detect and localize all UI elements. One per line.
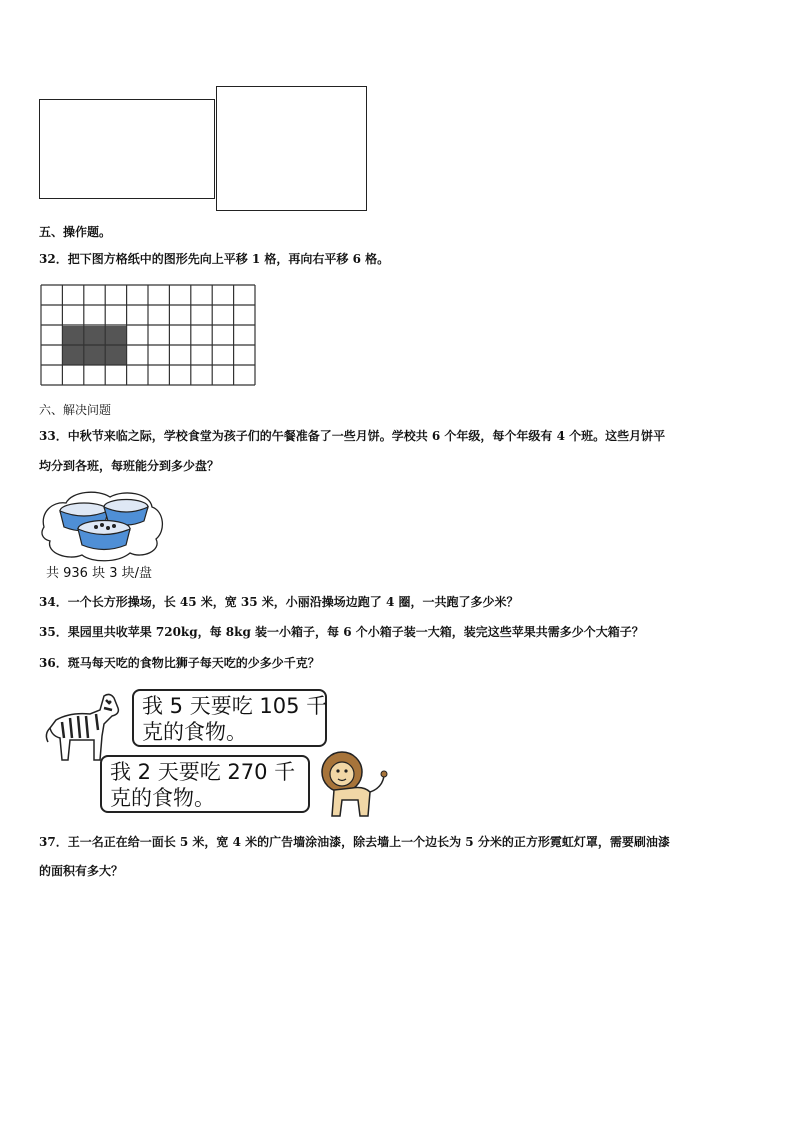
question-32: 32．把下图方格纸中的图形先向上平移 1 格，再向右平移 6 格。	[39, 252, 390, 266]
question-34: 34．一个长方形操场，长 45 米，宽 35 米，小丽沿操场边跑了 4 圈，一共跑了多少米？	[39, 595, 519, 609]
lion-speech-line1: 我 2 天要吃 270 千	[110, 760, 296, 784]
question-37-line2: 的面积有多大？	[39, 864, 124, 878]
lion-speech-line2: 克的食物。	[110, 786, 215, 810]
zebra-speech-bubble	[132, 689, 327, 747]
question-33-line1: 33．中秋节来临之际，学校食堂为孩子们的午餐准备了一些月饼。学校共 6 个年级，每个年级有 4 个班。这些月饼平	[39, 429, 666, 443]
mooncake-caption: 共 936 块 3 块/盘	[46, 566, 152, 581]
question-37-line1: 37．王一名正在给一面长 5 米，宽 4 米的广告墙涂油漆，除去墙上一个边长为 5 分米的正方形霓虹灯罩，需要刷油漆	[39, 835, 670, 849]
section-heading-problem-solving: 六、解决问题	[39, 403, 112, 417]
zebra-speech-line1: 我 5 天要吃 105 千	[142, 694, 328, 718]
mooncake-plate-front	[78, 521, 130, 550]
rectangle-figure	[39, 99, 215, 199]
question-35: 35．果园里共收苹果 720kg，每 8kg 装一小箱子，每 6 个小箱子装一大箱，装完这些苹果共需多少个大箱子？	[39, 625, 644, 639]
question-33-line2: 均分到各班，每班能分到多少盘？	[39, 459, 220, 473]
grid-paper	[40, 284, 256, 386]
square-figure	[216, 86, 367, 211]
section-heading-operations: 五、操作题。	[39, 225, 112, 239]
lion-speech-bubble	[100, 755, 310, 813]
zebra-speech-line2: 克的食物。	[142, 720, 247, 744]
lion-illustration	[312, 748, 390, 820]
mooncake-plates-illustration	[38, 487, 166, 565]
question-36: 36．斑马每天吃的食物比狮子每天吃的少多少千克？	[39, 656, 320, 670]
